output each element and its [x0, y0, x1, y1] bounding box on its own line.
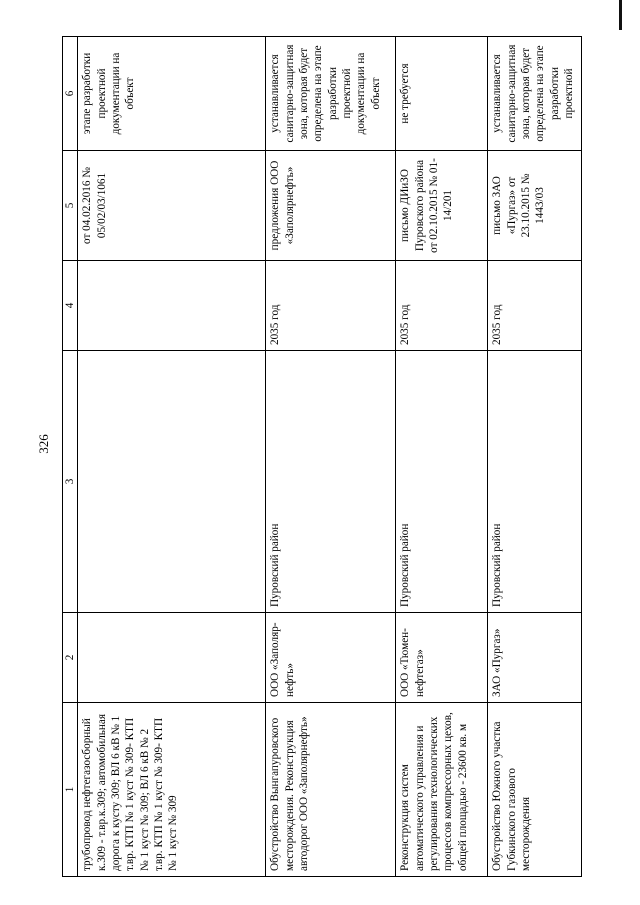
- column-number-row: [63, 37, 78, 877]
- column-number: 1: [63, 703, 78, 877]
- object-name-cell: Обустройство Вынгапуровского месторождения. Реконструкция автодорог ООО «Заполярнефть»: [266, 703, 396, 877]
- sanitary-zone-cell: устанавливается санитарно-защитная зона, которая будет определена на этапе разработки проектной: [488, 37, 582, 151]
- basis-cell: от 04.02.2016 № 05/02/03/1061: [78, 151, 266, 261]
- basis-cell: письмо ДИиЗО Пуровского района от 02.10.2015 № 01-14/201: [396, 151, 488, 261]
- deadline-cell: 2035 год: [488, 261, 582, 351]
- organization-cell: ООО «Заполяр-нефть»: [266, 613, 396, 703]
- table-row: [78, 37, 266, 877]
- deadline-cell: 2035 год: [396, 261, 488, 351]
- basis-cell: предложения ООО «Заполярнефть»: [266, 151, 396, 261]
- column-number: 3: [63, 351, 78, 613]
- table-row: [396, 37, 488, 877]
- organization-cell: [78, 613, 266, 703]
- column-number: 5: [63, 151, 78, 261]
- object-name-cell: трубопровод нефтегазосборный к.309 - т.вр.к.309; автомобильная дорога к кусту 309; ВЛ 6 кВ № 1 т.вр. КТП № 1 куст № 309- КТП № 1 куст № 309; ВЛ 6 кВ № 2 т.вр. КТП № 1 куст № 309- КТП № 1 куст № 309: [78, 703, 266, 877]
- column-number: 2: [63, 613, 78, 703]
- edge-mark: [619, 0, 640, 30]
- basis-cell: письмо ЗАО «Пургаз» от 23.10.2015 № 1443/03: [488, 151, 582, 261]
- deadline-cell: 2035 год: [266, 261, 396, 351]
- column-number: 6: [63, 37, 78, 151]
- location-cell: [78, 351, 266, 613]
- column-number: 4: [63, 261, 78, 351]
- object-name-cell: Реконструкция систем автоматического управления и регулирования технологических процессов компрессорных цехов, общей площадью - 23600 кв. м: [396, 703, 488, 877]
- location-cell: Пуровский район: [396, 351, 488, 613]
- sanitary-zone-cell: не требуется: [396, 37, 488, 151]
- sanitary-zone-cell: этапе разработки проектной документации на объект: [78, 37, 266, 151]
- table-row: [488, 37, 582, 877]
- sanitary-zone-cell: устанавливается санитарно-защитная зона, которая будет определена на этапе разработки проектной документации на объект: [266, 37, 396, 151]
- document-table: [62, 36, 582, 877]
- location-cell: Пуровский район: [488, 351, 582, 613]
- organization-cell: ЗАО «Пургаз»: [488, 613, 582, 703]
- object-name-cell: Обустройство Южного участка Губкинского газового месторождения: [488, 703, 582, 877]
- table-row: [266, 37, 396, 877]
- page-number: 326: [35, 434, 51, 454]
- deadline-cell: [78, 261, 266, 351]
- organization-cell: ООО «Тюмен-нефтегаз»: [396, 613, 488, 703]
- rotated-table-container: [62, 37, 638, 877]
- location-cell: Пуровский район: [266, 351, 396, 613]
